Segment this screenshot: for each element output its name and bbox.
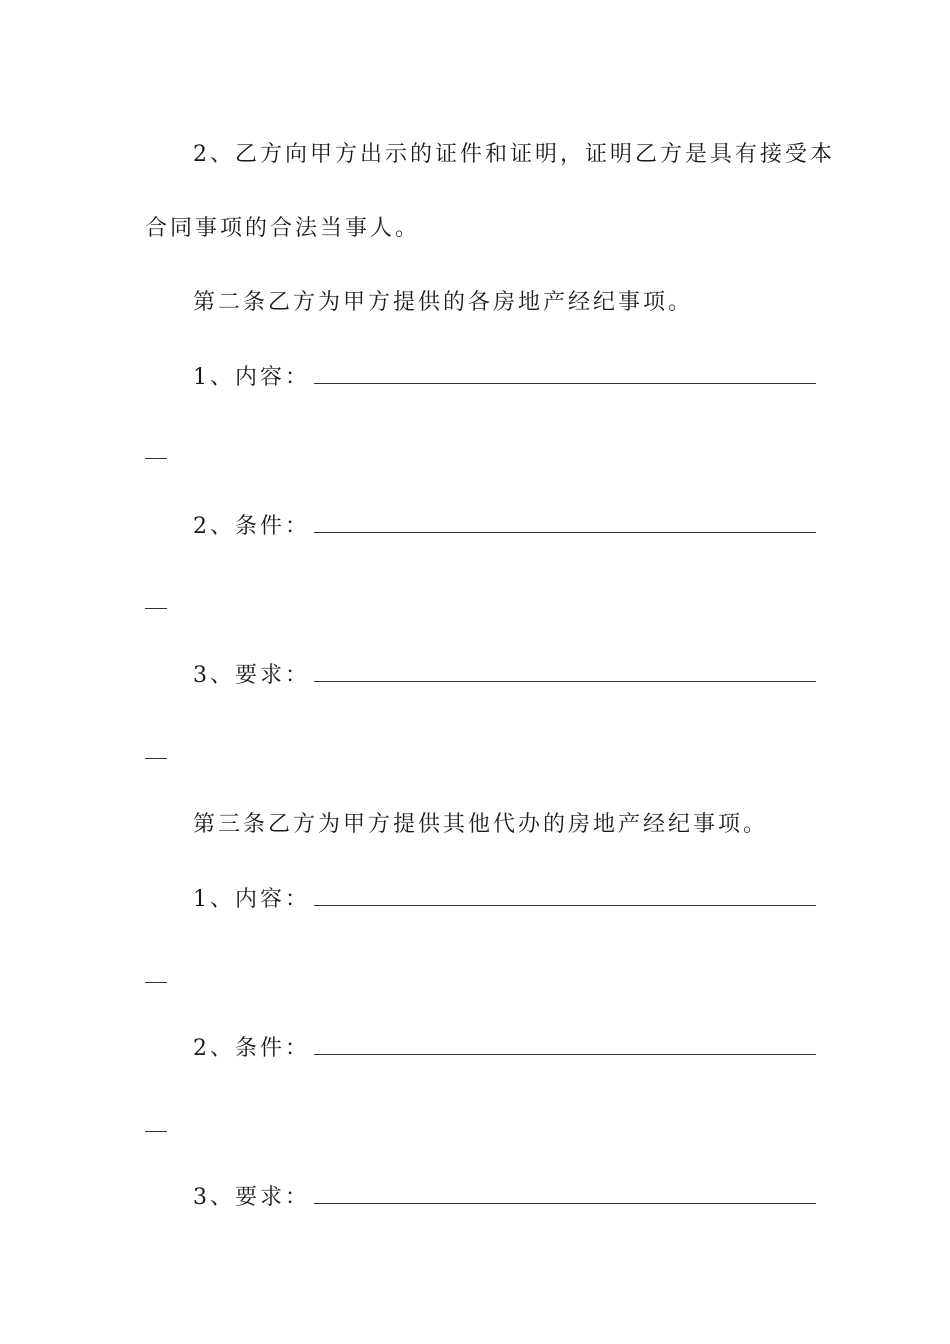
field-label: 1、内容：	[193, 365, 310, 390]
form-field-row	[193, 661, 816, 691]
article-title: 第三条乙方为甲方提供其他代办的房地产经纪事项。	[193, 812, 769, 837]
form-field-row	[193, 885, 816, 915]
field-label: 2、条件：	[193, 1036, 310, 1061]
fill-in-blank[interactable]	[314, 1036, 816, 1055]
continuation-dash	[145, 608, 167, 609]
form-field-row	[193, 512, 816, 542]
field-label: 3、要求：	[193, 663, 310, 688]
continuation-dash	[145, 458, 167, 459]
form-field-row	[193, 1034, 816, 1064]
fill-in-blank[interactable]	[314, 365, 816, 384]
continuation-dash	[145, 982, 167, 983]
article-title: 第二条乙方为甲方提供的各房地产经纪事项。	[193, 290, 694, 315]
field-label: 1、内容：	[193, 887, 310, 912]
fill-in-blank[interactable]	[314, 663, 816, 682]
continuation-dash	[145, 758, 167, 759]
form-field-row	[193, 1183, 816, 1213]
fill-in-blank[interactable]	[314, 514, 816, 533]
paragraph-line: 2、乙方向甲方出示的证件和证明，证明乙方是具有接受本	[193, 142, 835, 167]
form-field-row	[193, 363, 816, 393]
fill-in-blank[interactable]	[314, 1185, 816, 1204]
fill-in-blank[interactable]	[314, 887, 816, 906]
continuation-dash	[145, 1131, 167, 1132]
paragraph-line: 合同事项的合法当事人。	[145, 216, 421, 241]
field-label: 3、要求：	[193, 1185, 310, 1210]
field-label: 2、条件：	[193, 514, 310, 539]
